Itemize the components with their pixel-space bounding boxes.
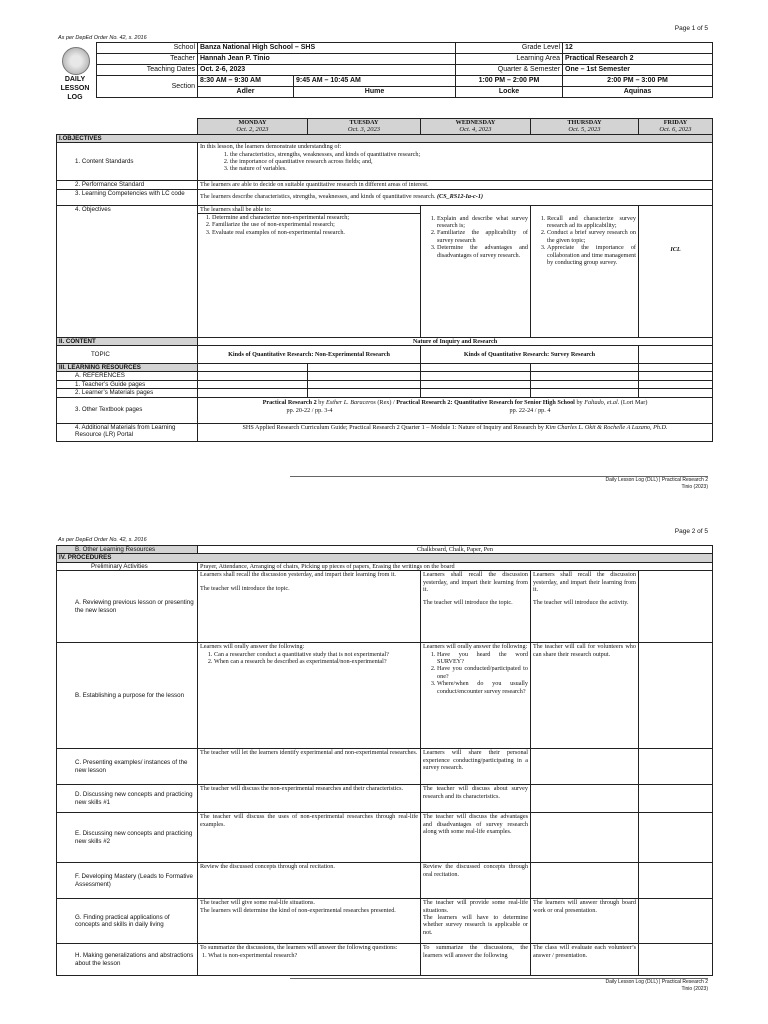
area-value: Practical Research 2 xyxy=(563,54,713,65)
section-1: Adler xyxy=(198,87,294,98)
other-resources: Chalkboard, Chalk, Paper, Pen xyxy=(198,546,713,554)
time-1: 8:30 AM – 9:30 AM xyxy=(198,76,294,87)
time-4: 2:00 PM – 3:00 PM xyxy=(563,76,713,87)
additional-label: 4. Additional Materials from Learning Resource (LR) Portal xyxy=(57,423,198,441)
page-1 xyxy=(0,0,768,500)
page-number: Page 1 of 5 xyxy=(674,25,708,32)
purpose-monday: Learners will orally answer the following: 1. Can a researcher conduct a quantitative study that is not experimental? 2. When can a research be described as experimental/non-experimental? xyxy=(198,643,421,749)
applications-monday: The teacher will give some real-life situations. The learners will determine the kind of non-experimental researches presented. xyxy=(198,899,421,944)
page-number: Page 2 of 5 xyxy=(674,528,708,535)
day-monday: MONDAY Oct. 2, 2023 xyxy=(198,119,308,135)
textbook-pages: Practical Research 2 by Esther L. Baraceros (Rex) / Practical Research 2: Quantitative Research for Senior High School by Faltado, et.al. (Lori Mar) pp. 20-22 / pp. 3-4 pp. 22-24 / pp. 4 xyxy=(198,397,713,423)
day-tuesday: TUESDAY Oct. 3, 2023 xyxy=(308,119,421,135)
review-wednesday: Learners shall recall the discussion yesterday, and impart their learning from it. The teacher will introduce the topic. xyxy=(421,571,531,643)
deped-order: As per DepEd Order No. 42, s. 2016 xyxy=(58,537,147,543)
performance-label: 2. Performance Standard xyxy=(57,181,198,189)
prelim-label: Preliminary Activities xyxy=(57,562,198,570)
teacher-label: Teacher xyxy=(97,54,198,65)
generalizations-wednesday: To summarize the discussions, the learners will answer the following xyxy=(421,944,531,976)
objectives-heading: I.OBJECTIVES xyxy=(57,134,713,142)
generalizations-thursday: The class will evaluate each volunteer’s answer / presentation. xyxy=(531,944,639,976)
dll-title: DAILY LESSON LOG xyxy=(60,76,90,101)
generalizations-monday: To summarize the discussions, the learners will answer the following questions: 1. What is non-experimental research? xyxy=(198,944,421,976)
competencies-label: 3. Learning Competencies with LC code xyxy=(57,189,198,205)
mastery-monday: Review the discussed concepts through oral recitation. xyxy=(198,863,421,899)
topic-monday: Kinds of Quantitative Research: Non-Experimental Research xyxy=(198,346,421,364)
section-2: Hume xyxy=(294,87,456,98)
purpose-wednesday: Learners will orally answer the following: 1. Have you heard the word SURVEY? 2. Have you conducted/participated to one? 3. Where/when do you usually conduct/encounter survey research? xyxy=(421,643,531,749)
objectives-label: 4. Objectives xyxy=(57,205,198,337)
grade-value: 12 xyxy=(563,43,713,54)
footer-1: Daily Lesson Log (DLL) | Practical Research 2 Tinio (2023) xyxy=(605,477,708,490)
school-label: School xyxy=(97,43,198,54)
school-value: Banza National High School – SHS xyxy=(198,43,456,54)
procedures-heading: IV. PROCEDURES xyxy=(57,554,713,562)
teacher-value: Hannah Jean P. Tinio xyxy=(198,54,456,65)
mastery-label: F. Developing Mastery (Leads to Formative Assessment) xyxy=(57,863,198,899)
footer-2: Daily Lesson Log (DLL) | Practical Research 2 Tinio (2023) xyxy=(605,979,708,992)
objectives-thursday: 1. Recall and characterize survey research ad its applicability; 2. Conduct a brief survey research on the given topic; 3. Appreciate the importance of collaboration and time management by conducting group survey. xyxy=(531,205,639,337)
purpose-thursday: The teacher will call for volunteers who can share their research output. xyxy=(531,643,639,749)
concepts2-label: E. Discussing new concepts and practicing new skills #2 xyxy=(57,813,198,863)
time-3: 1:00 PM – 2:00 PM xyxy=(456,76,563,87)
purpose-label: B. Establishing a purpose for the lesson xyxy=(57,643,198,749)
textbook-label: 3. Other Textbook pages xyxy=(57,397,198,423)
other-resources-label: B. Other Learning Resources xyxy=(57,546,198,554)
header-table xyxy=(96,42,713,98)
resources-heading: III. LEARNING RESOURCES xyxy=(57,364,198,372)
concepts2-wednesday: The teacher will discuss the advantages and disadvantages of survey research along with some real-life examples. xyxy=(421,813,531,863)
section-3: Locke xyxy=(456,87,563,98)
applications-thursday: The learners will answer through board work or oral presentation. xyxy=(531,899,639,944)
concepts1-label: D. Discussing new concepts and practicing new skills #1 xyxy=(57,785,198,813)
lesson-table-2 xyxy=(56,545,713,976)
concepts1-wednesday: The teacher will discuss about survey research and its characteristics. xyxy=(421,785,531,813)
grade-label: Grade Level xyxy=(456,43,563,54)
objectives-wednesday: 1. Explain and describe what survey research is; 2. Familiarize the applicability of survey research 3. Determine the advantages and disadvantages of survey research. xyxy=(421,205,531,337)
content-standards-label: 1. Content Standards xyxy=(57,143,198,181)
day-wednesday: WEDNESDAY Oct. 4, 2023 xyxy=(421,119,531,135)
day-thursday: THURSDAY Oct. 5, 2023 xyxy=(531,119,639,135)
day-friday: FRIDAY Oct. 6, 2023 xyxy=(639,119,713,135)
performance-standard: The learners are able to decide on suitable quantitative research in different areas of interest. xyxy=(198,181,713,189)
references-label: A. REFERENCES xyxy=(57,372,198,380)
page-2 xyxy=(0,520,768,1024)
mastery-wednesday: Review the discussed concepts through oral recitation. xyxy=(421,863,531,899)
content-value: Nature of Inquiry and Research xyxy=(198,337,713,345)
objectives-monday: The learners shall be able to: 1. Determine and characterize non-experimental research; 2. Familiarize the use of non-experimental research; 3. Evaluate real examples of non-experimental research. xyxy=(198,205,421,337)
applications-wednesday: The teacher will provide some real-life situations. The learners will have to determine whether survey research is applicable or not. xyxy=(421,899,531,944)
additional-materials: SHS Applied Research Curriculum Guide; Practical Research 2 Quarter 1 – Module 1: Nature of Inquiry and Research by Kim Charles L. Okit & Rochelle A Luzano, Ph.D. xyxy=(198,423,713,441)
tg-label: 1. Teacher’s Guide pages xyxy=(57,380,198,388)
school-seal-icon xyxy=(62,47,90,75)
examples-label: C. Presenting examples/ instances of the new lesson xyxy=(57,749,198,785)
qs-label: Quarter & Semester xyxy=(456,65,563,76)
applications-label: G. Finding practical applications of concepts and skills in daily living xyxy=(57,899,198,944)
prelim-activities: Prayer, Attendance, Arranging of chairs, Picking up pieces of papers, Erasing the writings on the board xyxy=(198,562,713,570)
generalizations-label: H. Making generalizations and abstractions about the lesson xyxy=(57,944,198,976)
dates-value: Oct. 2-6, 2023 xyxy=(198,65,456,76)
lm-label: 2. Learner’s Materials pages xyxy=(57,389,198,397)
content-heading: II. CONTENT xyxy=(57,337,198,345)
dates-label: Teaching Dates xyxy=(97,65,198,76)
section-4: Aquinas xyxy=(563,87,713,98)
examples-monday: The teacher will let the learners identify experimental and non-experimental researches. xyxy=(198,749,421,785)
friday-icl: ICL xyxy=(639,205,713,337)
lesson-table-1 xyxy=(56,118,713,442)
concepts1-monday: The teacher will discuss the non-experimental researches and their characteristics. xyxy=(198,785,421,813)
area-label: Learning Area xyxy=(456,54,563,65)
topic-label: TOPIC xyxy=(57,346,198,364)
deped-order: As per DepEd Order No. 42, s. 2016 xyxy=(58,35,147,41)
time-2: 9:45 AM – 10:45 AM xyxy=(294,76,456,87)
concepts2-monday: The teacher will discuss the uses of non-experimental researches through real-life examples. xyxy=(198,813,421,863)
topic-wednesday: Kinds of Quantitative Research: Survey Research xyxy=(421,346,639,364)
review-thursday: Learners shall recall the discussion yesterday, and impart their learning from it. The teacher will introduce the activity. xyxy=(531,571,639,643)
review-monday: Learners shall recall the discussion yesterday, and impart their learning from it. The teacher will introduce the topic. xyxy=(198,571,421,643)
review-label: A. Reviewing previous lesson or presenting the new lesson xyxy=(57,571,198,643)
section-label: Section xyxy=(97,76,198,98)
examples-wednesday: Learners will share their personal experience conducting/participating in a survey research. xyxy=(421,749,531,785)
content-standards: In this lesson, the learners demonstrate understanding of: 1. the characteristics, strengths, weaknesses, and kinds of quantitative research; 2. the importance of quantitative research across fields; and, 3. the nature of variables. xyxy=(198,143,713,181)
competencies: The learners describe characteristics, strengths, weaknesses, and kinds of quantitative research. (CS_RS12-Ia-c-1) xyxy=(198,189,713,205)
qs-value: One – 1st Semester xyxy=(563,65,713,76)
